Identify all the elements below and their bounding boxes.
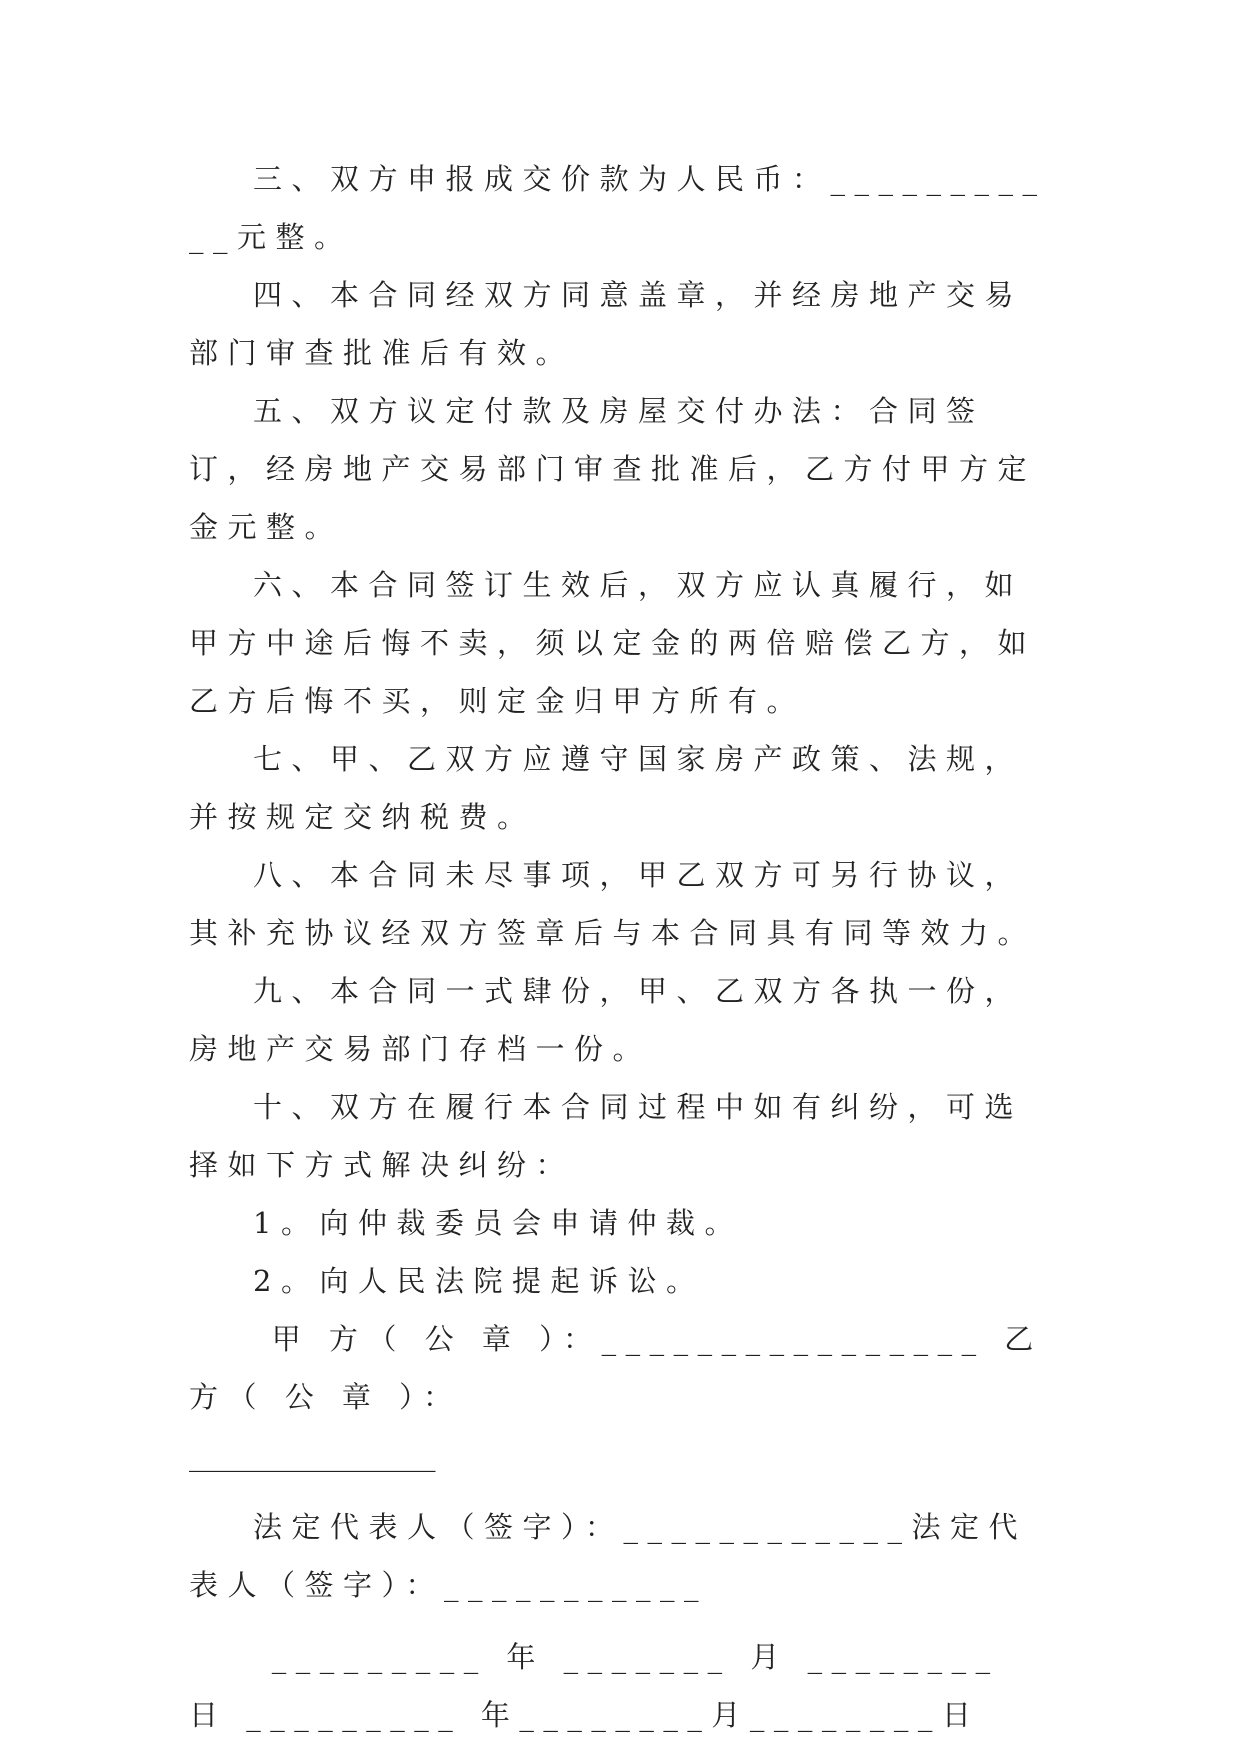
clause-4: 四、本合同经双方同意盖章，并经房地产交易部门审查批准后有效。 <box>189 278 1024 370</box>
date-line: _________ 年 _______ 月 ________ 日 _________ 年________月________日 <box>189 1640 1019 1732</box>
dispute-option-2: 2。向人民法院提起诉讼。 <box>253 1264 705 1298</box>
clause-7: 七、甲、乙双方应遵守国家房产政策、法规，并按规定交纳税费。 <box>189 742 1024 834</box>
clause-8: 八、本合同未尽事项，甲乙双方可另行协议，其补充协议经双方签章后与本合同具有同等效力。 <box>189 858 1037 950</box>
document-body <box>189 150 1062 1744</box>
dispute-option-1: 1。向仲裁委员会申请仲裁。 <box>253 1206 743 1240</box>
spacer <box>189 1484 1049 1498</box>
spacer <box>189 1614 1049 1628</box>
party-b-seal-blank: _________________ <box>189 1438 436 1472</box>
party-a-seal-line: 甲 方（ 公 章 ）：________________ 乙 方（ 公 章 ）： <box>189 1322 1062 1414</box>
clause-6: 六、本合同签订生效后，双方应认真履行，如甲方中途后悔不卖，须以定金的两倍赔偿乙方，如乙方后悔不买，则定金归甲方所有。 <box>189 568 1037 718</box>
clause-9: 九、本合同一式肆份，甲、乙双方各执一份，房地产交易部门存档一份。 <box>189 974 1024 1066</box>
legal-representative-line: 法定代表人（签字）：____________法定代表人（签字）：___________ <box>189 1510 1028 1602</box>
clause-10: 十、双方在履行本合同过程中如有纠纷，可选择如下方式解决纠纷： <box>189 1090 1024 1182</box>
clause-5: 五、双方议定付款及房屋交付办法：合同签订，经房地产交易部门审查批准后，乙方付甲方定金元整。 <box>189 394 1037 544</box>
clause-3: 三、双方申报成交价款为人民币：___________元整。 <box>189 162 1047 254</box>
